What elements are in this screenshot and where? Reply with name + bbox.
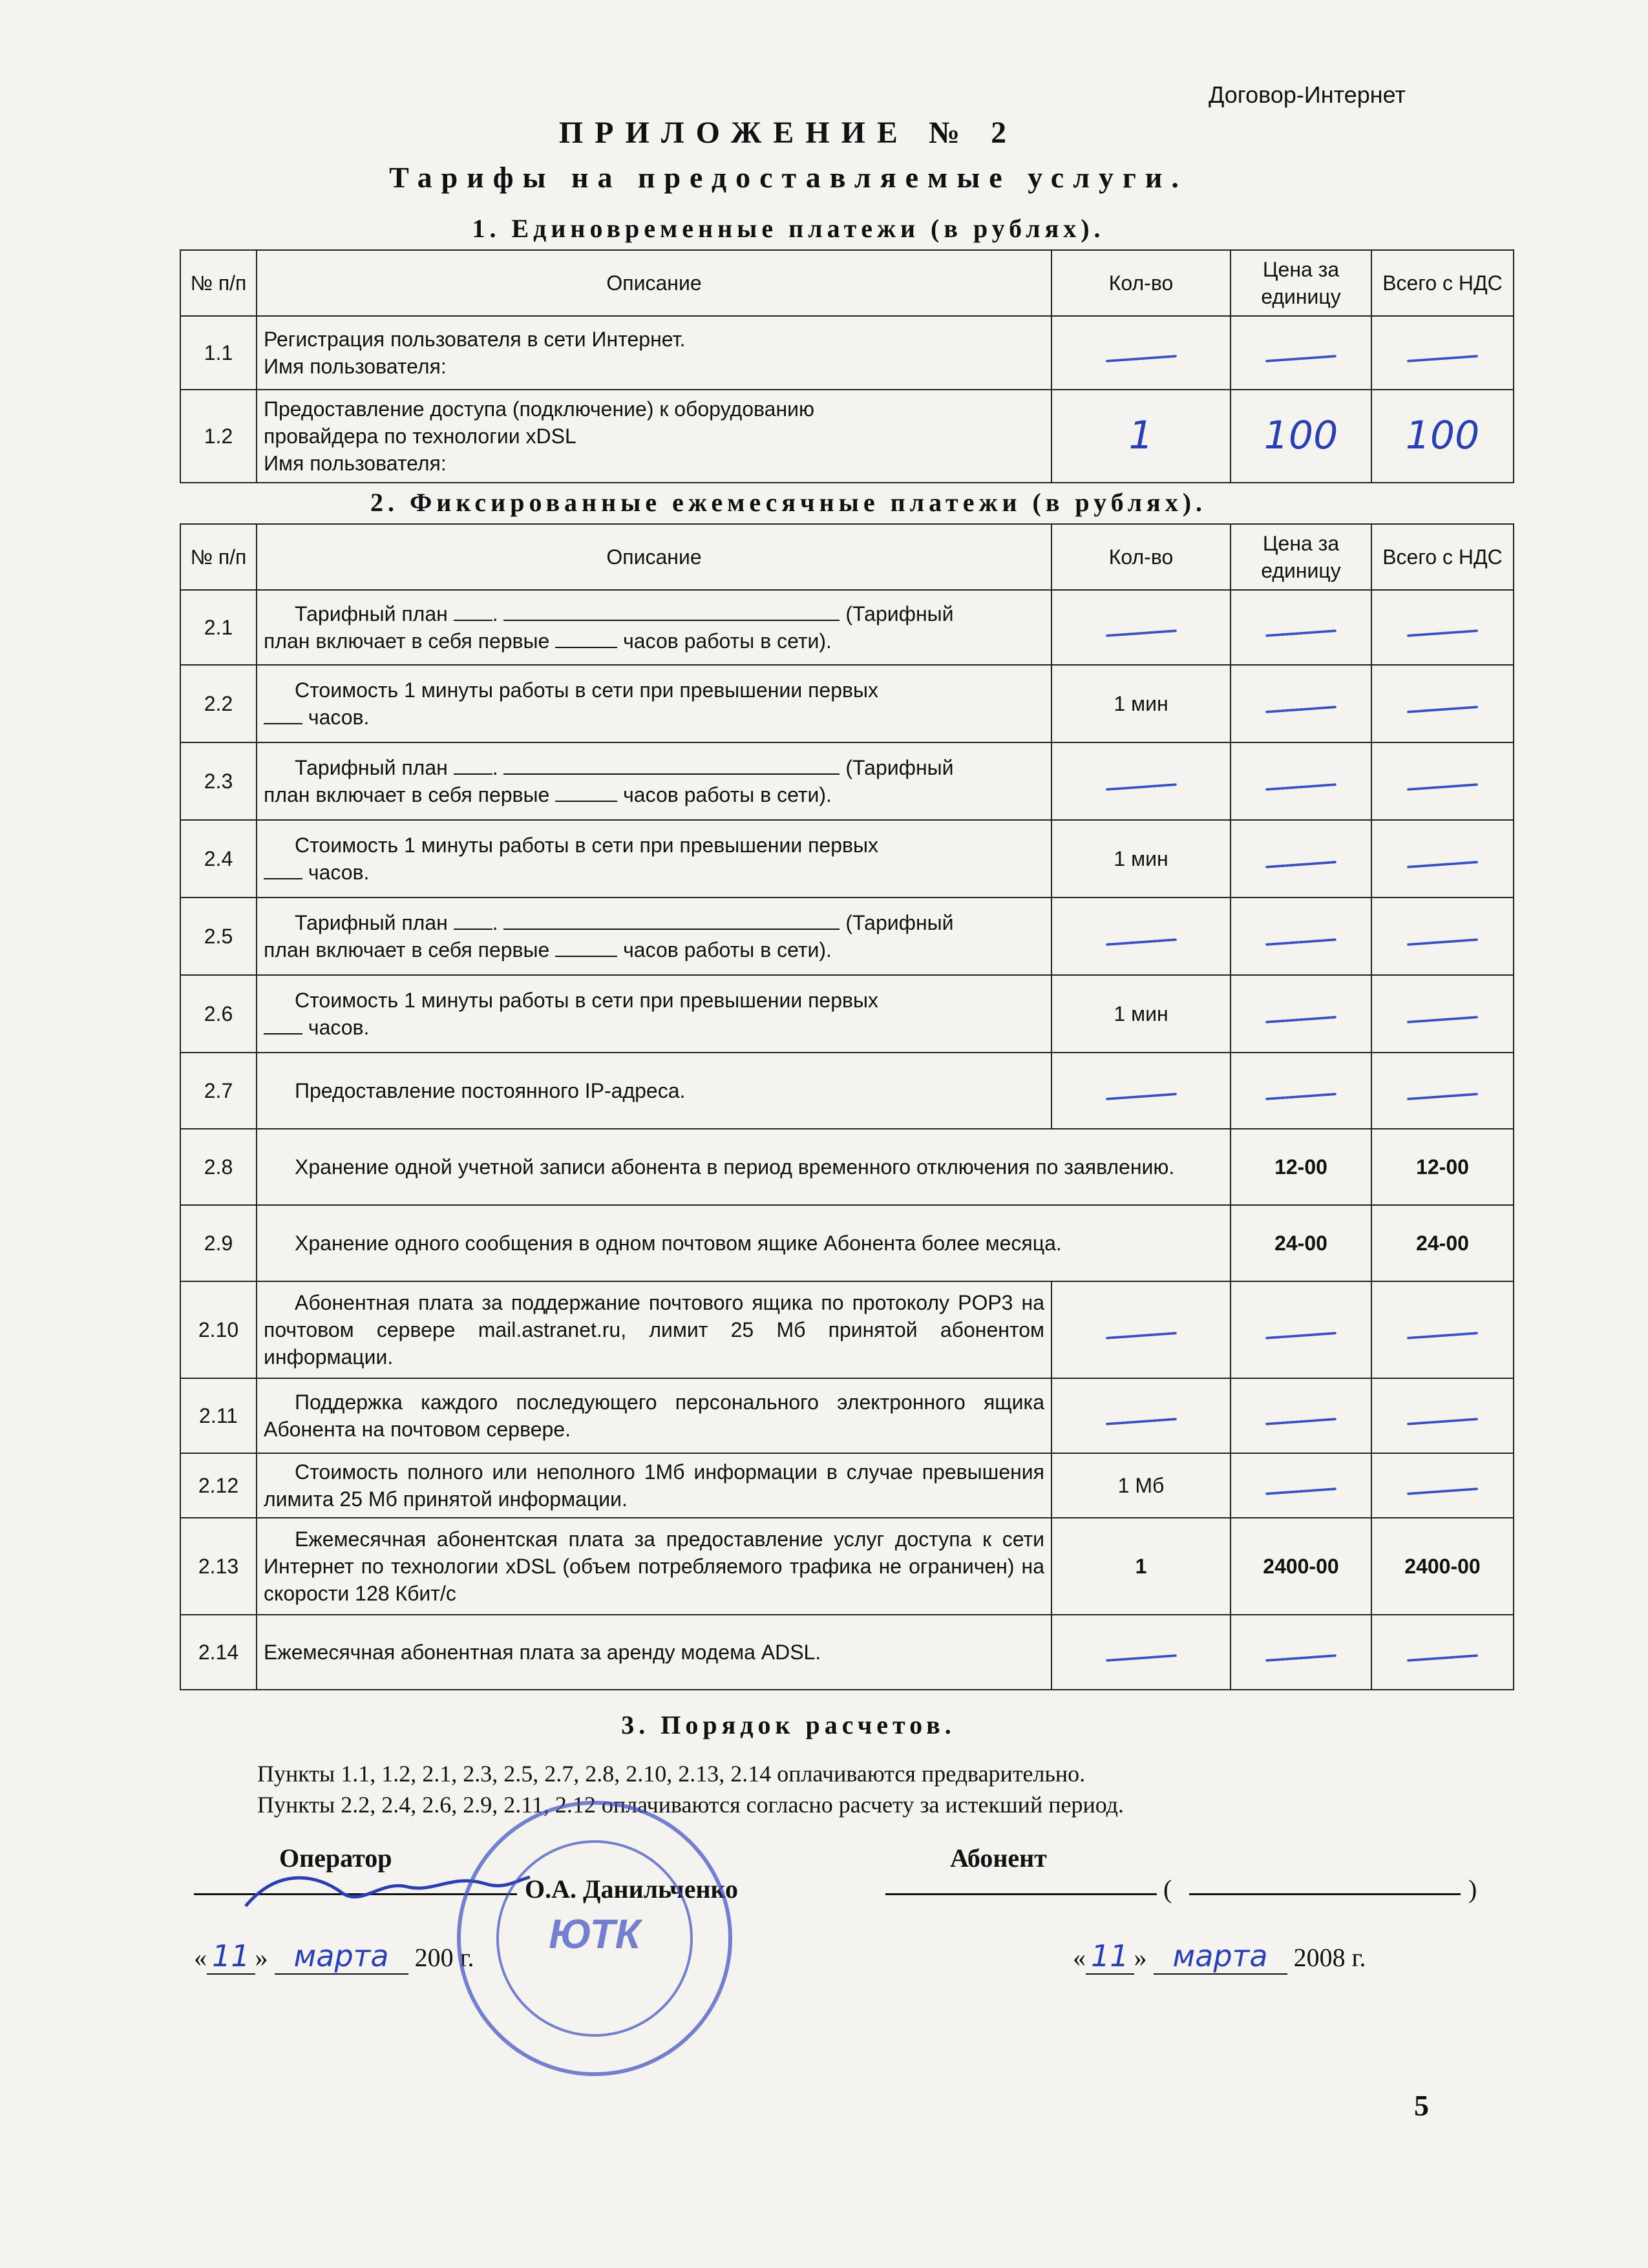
abonent-date: « 11 » марта 2008 г. [1073,1938,1366,1973]
handwritten-dash [1105,1093,1176,1100]
handwritten-dash [1407,1654,1478,1662]
handwritten-total: 100 [1371,390,1514,483]
handwritten-qty: 1 [1051,390,1231,483]
table-row: 2.13 Ежемесячная абонентская плата за предоставление услуг доступа к сети Интернет по технологии xDSL (объем потребляемого трафика не ограничен) на скорости 128 Кбит/с 1 2400-00 2400-00 [180,1518,1514,1615]
section-1-heading: 1. Единовременные платежи (в рублях). [472,214,1105,243]
handwritten-day: 11 [1086,1938,1134,1975]
handwritten-dash [1265,1093,1336,1100]
handwritten-dash [1407,938,1478,946]
handwritten-dash [1407,861,1478,868]
handwritten-month: марта [275,1938,408,1975]
operator-name: О.А. Данильченко [525,1874,739,1904]
table-row: 2.7 Предоставление постоянного IP-адреса. [180,1053,1514,1129]
handwritten-month: марта [1154,1938,1287,1975]
handwritten-dash [1105,938,1176,946]
handwritten-dash [1265,861,1336,868]
handwritten-dash [1265,1332,1336,1339]
handwritten-dash [1407,706,1478,713]
table-row: 2.10 Абонентная плата за поддержание почтового ящика по протоколу POP3 на почтовом сервере mail.astranet.ru, лимит 25 Мб принятой абонентом информации. [180,1281,1514,1378]
table-row: 2.11 Поддержка каждого последующего персонального электронного ящика Абонента на почтовом сервере. [180,1378,1514,1453]
handwritten-dash [1265,355,1336,362]
col-price: Цена за единицу [1231,524,1371,590]
handwritten-dash [1265,1016,1336,1024]
operator-date: « 11 » марта 200 г. [194,1938,474,1973]
abonent-signature-line [885,1893,1157,1895]
handwritten-dash [1265,783,1336,791]
payment-order-line-2: Пункты 2.2, 2.4, 2.6, 2.9, 2.11, 2.12 оплачиваются согласно расчету за истекший период. [257,1792,1124,1818]
monthly-payments-table [180,523,1514,1690]
handwritten-dash [1265,629,1336,637]
handwritten-price: 100 [1231,390,1371,483]
handwritten-dash [1265,1487,1336,1495]
table-row: 2.2 Стоимость 1 минуты работы в сети при превышении первых часов. 1 мин [180,665,1514,742]
col-desc: Описание [257,250,1051,316]
col-total: Всего с НДС [1371,524,1514,590]
col-qty: Кол-во [1051,524,1231,590]
handwritten-dash [1407,1487,1478,1495]
table-row: 2.4 Стоимость 1 минуты работы в сети при превышении первых часов. 1 мин [180,820,1514,898]
page-subtitle: Тарифы на предоставляемые услуги. [389,161,1188,194]
handwritten-dash [1265,706,1336,713]
handwritten-dash [1265,938,1336,946]
col-num: № п/п [180,524,257,590]
section-3-heading: 3. Порядок расчетов. [621,1710,956,1739]
table-row: 2.14 Ежемесячная абонентная плата за аренду модема ADSL. [180,1615,1514,1690]
table-row: 1.2 Предоставление доступа (подключение) к оборудованию провайдера по технологии xDSL Имя пользователя: 1 100 100 [180,390,1514,483]
table-row: 2.6 Стоимость 1 минуты работы в сети при превышении первых часов. 1 мин [180,975,1514,1053]
handwritten-dash [1407,1093,1478,1100]
handwritten-dash [1407,1332,1478,1339]
handwritten-dash [1105,1654,1176,1662]
document-type: Договор-Интернет [1209,81,1406,108]
page-number: 5 [1414,2089,1429,2122]
handwritten-dash [1407,629,1478,637]
table-row: 2.9 Хранение одного сообщения в одном почтовом ящике Абонента более месяца. 24-00 24-00 [180,1205,1514,1281]
handwritten-dash [1105,783,1176,791]
table-row: 1.1 Регистрация пользователя в сети Интернет. Имя пользователя: [180,316,1514,390]
table-row: 2.5 Тарифный план . (Тарифный план включает в себя первые часов работы в сети). [180,898,1514,975]
operator-label: Оператор [279,1843,392,1873]
abonent-name-close-paren: ) [1468,1874,1477,1904]
table-row: 2.1 Тарифный план . (Тарифный план включает в себя первые часов работы в сети). [180,590,1514,665]
table-row: 2.8 Хранение одной учетной записи абонента в период временного отключения по заявлению. 12-00 12-00 [180,1129,1514,1205]
abonent-name-line [1189,1893,1461,1895]
handwritten-dash [1105,1332,1176,1339]
page-title: ПРИЛОЖЕНИЕ № 2 [558,116,1019,150]
handwritten-day: 11 [207,1938,255,1975]
handwritten-dash [1407,1418,1478,1425]
handwritten-dash [1265,1418,1336,1425]
col-price: Цена за единицу [1231,250,1371,316]
handwritten-dash [1105,629,1176,637]
handwritten-dash [1105,355,1176,362]
col-desc: Описание [257,524,1051,590]
stamp-center-text: ЮТК [549,1911,640,1957]
col-num: № п/п [180,250,257,316]
abonent-name-open-paren: ( [1163,1874,1172,1904]
table-row: 2.3 Тарифный план . (Тарифный план включает в себя первые часов работы в сети). [180,742,1514,820]
col-qty: Кол-во [1051,250,1231,316]
handwritten-dash [1407,355,1478,362]
handwritten-dash [1407,783,1478,791]
handwritten-dash [1105,1418,1176,1425]
col-total: Всего с НДС [1371,250,1514,316]
handwritten-dash [1407,1016,1478,1024]
company-stamp [452,1796,737,2081]
abonent-label: Абонент [950,1843,1047,1873]
payment-order-line-1: Пункты 1.1, 1.2, 2.1, 2.3, 2.5, 2.7, 2.8, 2.10, 2.13, 2.14 оплачиваются предварительно. [257,1761,1086,1787]
handwritten-dash [1265,1654,1336,1662]
one-time-payments-table [180,249,1514,483]
section-2-heading: 2. Фиксированные ежемесячные платежи (в рублях). [370,488,1207,517]
table-row: 2.12 Стоимость полного или неполного 1Мб информации в случае превышения лимита 25 Мб принятой информации. 1 Мб [180,1453,1514,1518]
